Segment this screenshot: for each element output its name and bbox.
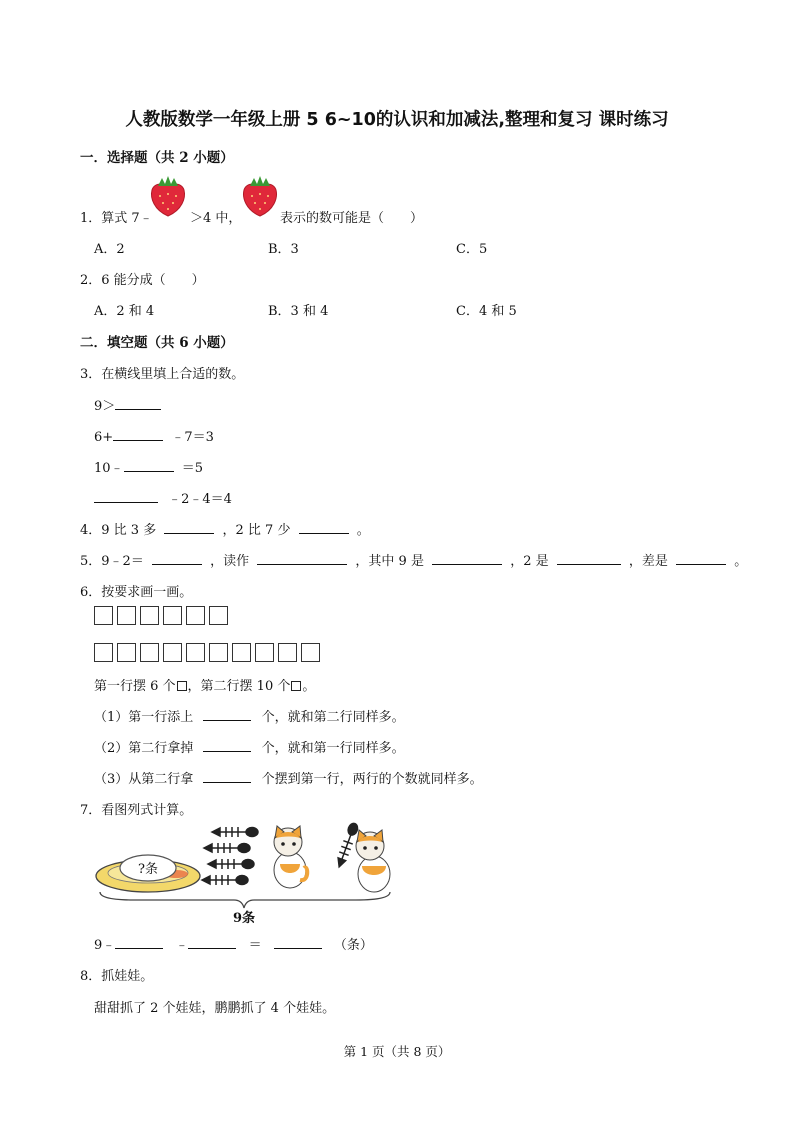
answer-blank[interactable] bbox=[299, 521, 349, 534]
answer-blank[interactable] bbox=[164, 521, 214, 534]
q6-sub2-a: （2）第二行拿掉 bbox=[94, 741, 194, 756]
square-box bbox=[140, 606, 159, 625]
square-box bbox=[301, 643, 320, 662]
square-box bbox=[209, 606, 228, 625]
q1-stem-part1: 1．算式 7﹣ bbox=[80, 211, 153, 226]
q6-sub3 bbox=[94, 768, 483, 787]
q5-text-d: ，2 是 bbox=[510, 554, 549, 569]
box-row-2 bbox=[94, 643, 324, 662]
square-box bbox=[117, 606, 136, 625]
q6-sub2-b: 个，就和第一行同样多。 bbox=[261, 741, 405, 756]
q6-sub3-a: （3）从第二行拿 bbox=[94, 772, 194, 787]
q7-equation bbox=[94, 934, 373, 953]
q3-line4-text: ﹣2﹣4＝4 bbox=[168, 492, 232, 507]
total-label: 9条 bbox=[232, 911, 256, 926]
q3-stem: 3．在横线里填上合适的数。 bbox=[80, 367, 245, 382]
q6-description bbox=[94, 675, 315, 694]
q5-text-f: 。 bbox=[734, 554, 748, 569]
q8-stem: 8．抓娃娃。 bbox=[80, 969, 154, 984]
q6-sub1 bbox=[94, 706, 405, 725]
answer-blank[interactable] bbox=[203, 770, 251, 783]
cat-icon bbox=[356, 830, 390, 892]
q5-text-b: ，读作 bbox=[210, 554, 250, 569]
q3-line3 bbox=[94, 457, 203, 476]
brace-icon bbox=[100, 892, 390, 908]
q1-option-c[interactable]: C．5 bbox=[456, 242, 488, 257]
square-icon bbox=[291, 681, 301, 691]
square-box bbox=[186, 606, 205, 625]
q6-stem: 6．按要求画一画。 bbox=[80, 585, 193, 600]
answer-blank[interactable] bbox=[115, 936, 163, 949]
q1-stem-part3: 表示的数可能是（ ） bbox=[280, 211, 424, 226]
fish-and-cats-illustration bbox=[94, 820, 399, 930]
square-box bbox=[163, 643, 182, 662]
q2-option-b[interactable]: B．3 和 4 bbox=[268, 304, 329, 319]
page-footer: 第 1 页（共 8 页） bbox=[343, 1044, 451, 1059]
q5-line bbox=[80, 550, 747, 569]
q1-option-a[interactable]: A．2 bbox=[94, 242, 125, 257]
answer-blank[interactable] bbox=[676, 552, 726, 565]
q3-line2 bbox=[94, 426, 214, 445]
section-choice-heading: 一．选择题（共 2 小题） bbox=[80, 150, 234, 166]
square-box bbox=[94, 643, 113, 662]
q3-line3-text-b: ＝5 bbox=[181, 461, 203, 476]
section-fill-heading: 二．填空题（共 6 小题） bbox=[80, 335, 234, 351]
q3-line2-text-b: ﹣7＝3 bbox=[171, 430, 214, 445]
answer-blank[interactable] bbox=[257, 552, 347, 565]
q2-option-a[interactable]: A．2 和 4 bbox=[94, 304, 155, 319]
square-box bbox=[232, 643, 251, 662]
square-box bbox=[255, 643, 274, 662]
strawberry-icon bbox=[148, 174, 188, 218]
answer-blank[interactable] bbox=[113, 428, 163, 441]
q7-eq-a: 9﹣ bbox=[94, 938, 116, 953]
q1-option-b[interactable]: B．3 bbox=[268, 242, 299, 257]
q4-line bbox=[80, 519, 370, 538]
answer-blank[interactable] bbox=[152, 552, 202, 565]
q4-text-b: ，2 比 7 少 bbox=[222, 523, 291, 538]
cat-icon bbox=[274, 826, 307, 888]
square-box bbox=[278, 643, 297, 662]
q7-stem: 7．看图列式计算。 bbox=[80, 803, 193, 818]
square-box bbox=[140, 643, 159, 662]
q6-sub3-b: 个摆到第一行，两行的个数就同样多。 bbox=[261, 772, 483, 787]
square-box bbox=[186, 643, 205, 662]
q7-eq-d: （条） bbox=[333, 938, 373, 953]
q6-sub2 bbox=[94, 737, 405, 756]
q7-eq-c: ＝ bbox=[248, 938, 262, 953]
strawberry-icon bbox=[240, 174, 280, 218]
answer-blank[interactable] bbox=[203, 708, 251, 721]
q6-sub1-a: （1）第一行添上 bbox=[94, 710, 194, 725]
q3-line4 bbox=[94, 488, 232, 507]
plate-label: ?条 bbox=[138, 862, 158, 877]
q6-desc-c: 。 bbox=[302, 679, 316, 694]
answer-blank[interactable] bbox=[124, 459, 174, 472]
q3-line3-text-a: 10﹣ bbox=[94, 461, 124, 476]
q4-text-c: 。 bbox=[356, 523, 370, 538]
square-box bbox=[117, 643, 136, 662]
q3-line2-text-a: 6+ bbox=[94, 430, 114, 445]
answer-blank[interactable] bbox=[203, 739, 251, 752]
q6-sub1-b: 个，就和第二行同样多。 bbox=[261, 710, 405, 725]
q8-text: 甜甜抓了 2 个娃娃，鹏鹏抓了 4 个娃娃。 bbox=[94, 1001, 336, 1016]
answer-blank[interactable] bbox=[432, 552, 502, 565]
square-box bbox=[94, 606, 113, 625]
answer-blank[interactable] bbox=[557, 552, 621, 565]
square-box bbox=[163, 606, 182, 625]
q6-desc-a: 第一行摆 6 个 bbox=[94, 679, 176, 694]
q5-text-c: ，其中 9 是 bbox=[355, 554, 424, 569]
box-row-1 bbox=[94, 606, 232, 625]
q4-text-a: 4．9 比 3 多 bbox=[80, 523, 157, 538]
q2-option-c[interactable]: C．4 和 5 bbox=[456, 304, 517, 319]
page-title: 人教版数学一年级上册 5 6~10的认识和加减法,整理和复习 课时练习 bbox=[125, 110, 669, 130]
answer-blank[interactable] bbox=[274, 936, 322, 949]
q3-line1 bbox=[94, 395, 161, 414]
q3-line1-text: 9＞ bbox=[94, 399, 116, 414]
q7-eq-b: ﹣ bbox=[175, 938, 189, 953]
answer-blank[interactable] bbox=[94, 490, 158, 503]
square-box bbox=[209, 643, 228, 662]
q5-text-e: ，差是 bbox=[628, 554, 668, 569]
q5-text-a: 5．9﹣2＝ bbox=[80, 554, 144, 569]
q2-stem: 2．6 能分成（ ） bbox=[80, 273, 205, 288]
q6-desc-b: ，第二行摆 10 个 bbox=[187, 679, 291, 694]
answer-blank[interactable] bbox=[115, 397, 161, 410]
answer-blank[interactable] bbox=[188, 936, 236, 949]
square-icon bbox=[177, 681, 187, 691]
q1-stem-part2: ＞4 中， bbox=[190, 211, 242, 226]
